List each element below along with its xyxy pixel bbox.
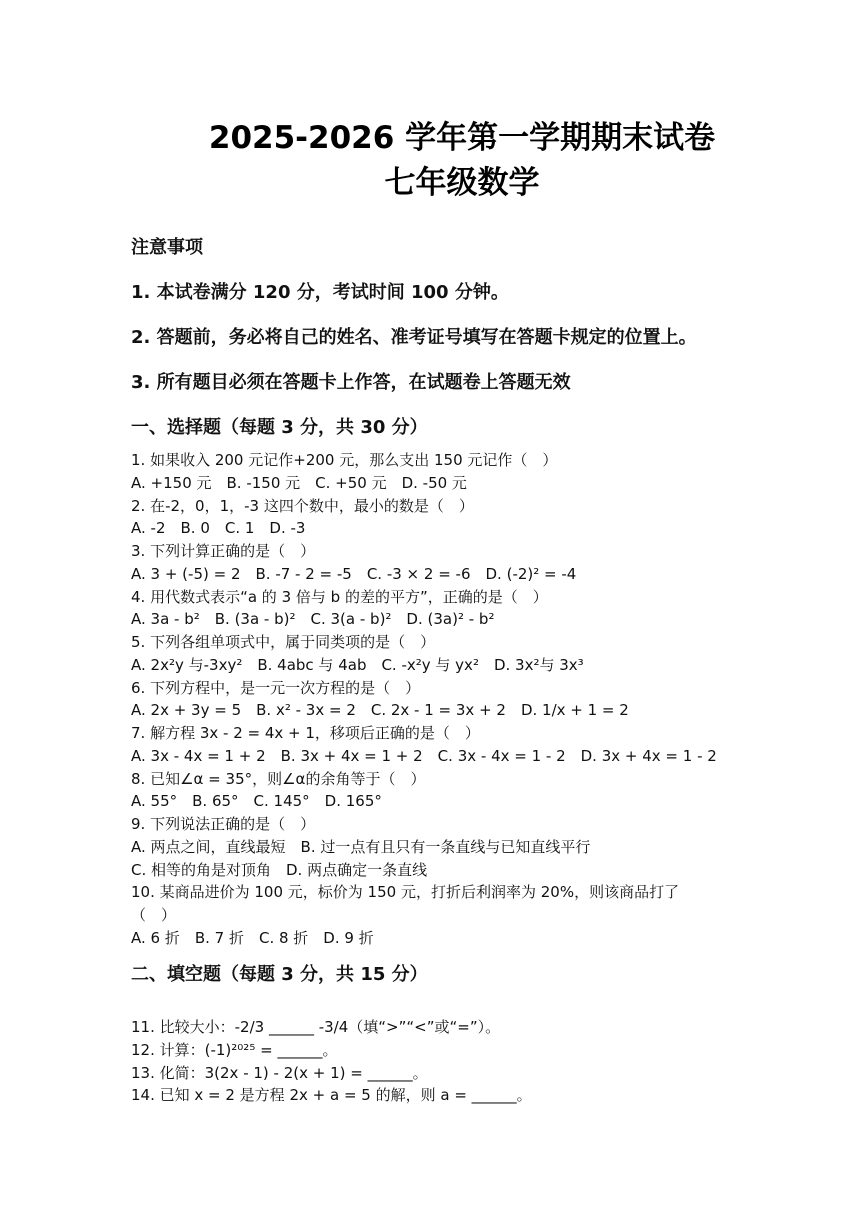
options-line: A. +150 元 B. -150 元 C. +50 元 D. -50 元 [131, 473, 467, 492]
question-line: 7. 解方程 3x - 2 = 4x + 1，移项后正确的是（ ） [131, 724, 480, 742]
note-item: 2. 答题前，务必将自己的姓名、准考证号填写在答题卡规定的位置上。 [131, 327, 697, 348]
question-line: 1. 如果收入 200 元记作+200 元，那么支出 150 元记作（ ） [131, 451, 558, 469]
exam-subtitle: 七年级数学 [384, 165, 540, 201]
note-item: 3. 所有题目必须在答题卡上作答，在试题卷上答题无效 [131, 372, 571, 393]
section-heading-fill: 二、填空题（每题 3 分，共 15 分） [131, 964, 428, 985]
question-line: 2. 在-2，0，1，-3 这四个数中，最小的数是（ ） [131, 496, 474, 515]
exam-title: 2025-2026 学年第一学期期末试卷 [208, 120, 716, 156]
notes-heading: 注意事项 [131, 237, 203, 258]
fill-questions [131, 1016, 751, 1107]
section-heading-choice: 一、选择题（每题 3 分，共 30 分） [131, 417, 428, 438]
question-line: 10. 某商品进价为 100 元，标价为 150 元，打折后利润率为 20%，则该商品打了 [131, 883, 680, 902]
question-line: 6. 下列方程中，是一元一次方程的是（ ） [131, 678, 421, 697]
question-line: 11. 比较大小：-2/3 ______ -3/4（填“>”“<”或“=”）。 [131, 1018, 501, 1036]
choice-questions [131, 449, 751, 950]
options-line: A. 3x - 4x = 1 + 2 B. 3x + 4x = 1 + 2 C. 3x - 4x = 1 - 2 D. 3x + 4x = 1 - 2 [131, 746, 717, 765]
question-line: 12. 计算：(-1)²⁰²⁵ = ______。 [131, 1040, 338, 1059]
options-line: A. 两点之间，直线最短 B. 过一点有且只有一条直线与已知直线平行 [131, 837, 591, 856]
options-line: A. 3a - b² B. (3a - b)² C. 3(a - b)² D. (3a)² - b² [131, 610, 495, 629]
options-line: C. 相等的角是对顶角 D. 两点确定一条直线 [131, 860, 428, 879]
options-line: A. -2 B. 0 C. 1 D. -3 [131, 519, 306, 538]
options-line: A. 2x²y 与-3xy² B. 4abc 与 4ab C. -x²y 与 yx² D. 3x²与 3x³ [131, 655, 584, 674]
question-line: 8. 已知∠α = 35°，则∠α的余角等于（ ） [131, 769, 426, 788]
options-line: A. 2x + 3y = 5 B. x² - 3x = 2 C. 2x - 1 = 3x + 2 D. 1/x + 1 = 2 [131, 701, 629, 720]
options-line: A. 3 + (-5) = 2 B. -7 - 2 = -5 C. -3 × 2 = -6 D. (-2)² = -4 [131, 564, 577, 583]
options-line: A. 6 折 B. 7 折 C. 8 折 D. 9 折 [131, 928, 374, 947]
note-item: 1. 本试卷满分 120 分，考试时间 100 分钟。 [131, 282, 509, 303]
question-line: 5. 下列各组单项式中，属于同类项的是（ ） [131, 633, 436, 651]
question-line: 13. 化简：3(2x - 1) - 2(x + 1) = ______。 [131, 1063, 428, 1082]
question-line: 14. 已知 x = 2 是方程 2x + a = 5 的解，则 a = ______。 [131, 1086, 532, 1105]
question-line: 9. 下列说法正确的是（ ） [131, 815, 316, 833]
question-line: 4. 用代数式表示“a 的 3 倍与 b 的差的平方”，正确的是（ ） [131, 587, 548, 606]
question-line: （ ） [131, 906, 177, 924]
options-line: A. 55° B. 65° C. 145° D. 165° [131, 792, 382, 811]
question-line: 3. 下列计算正确的是（ ） [131, 542, 316, 560]
